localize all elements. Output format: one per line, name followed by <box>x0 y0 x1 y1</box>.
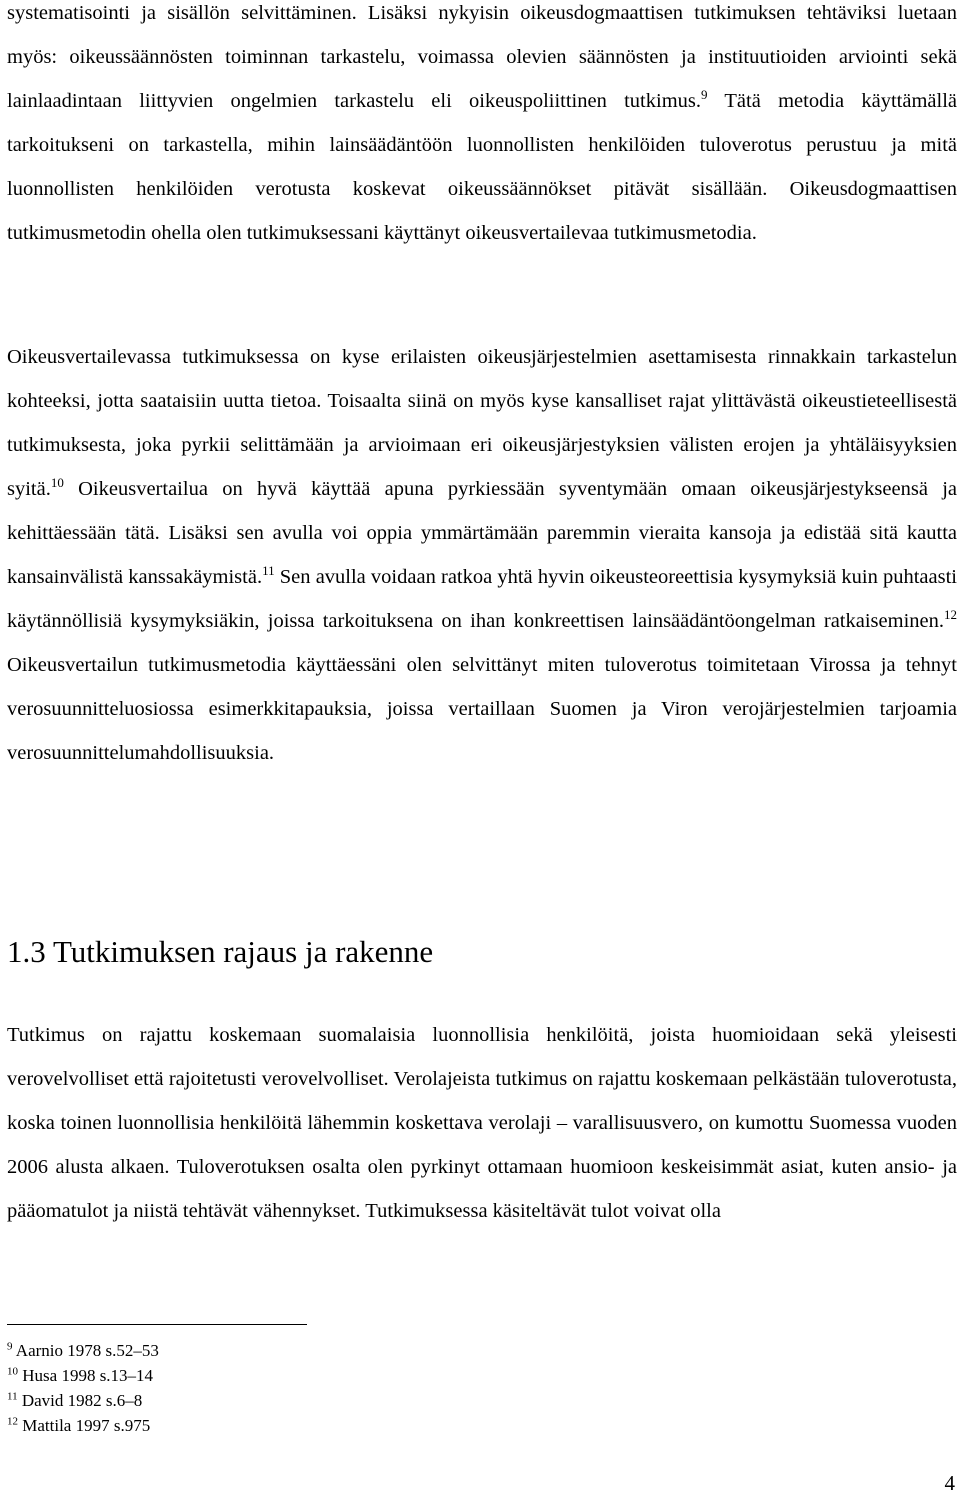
footnote-item <box>7 1388 159 1413</box>
paragraph-comparative <box>7 335 957 775</box>
footnote-number: 12 <box>7 1415 18 1428</box>
footnote-ref-12[interactable]: 12 <box>944 607 957 623</box>
paragraph-scope: Tutkimus on rajattu koskemaan suomalaisia luonnollisia henkilöitä, joista huomioidaan sekä yleisesti verovelvolliset että rajoitetusti verovelvolliset. Verolajeista tutkimus on rajattu koskemaan pelkästään tuloverotusta, koska toinen luonnollisia henkilöitä lähemmin koskettava verolaji – varallisuusvero, on kumottu Suomessa vuoden 2006 alusta alkaen. Tuloverotuksen osalta olen pyrkinyt ottamaan huomioon keskeisimmät asiat, kuten ansio- ja pääomatulot ja niistä tehtävät vähennykset. Tutkimuksessa käsiteltävät tulot voivat olla <box>7 1024 957 1222</box>
paragraph-text: Sen avulla voidaan ratkoa yhtä hyvin oikeusteoreettisia kysymyksiä kuin puhtaasti käytännöllisiä kysymyksiäkin, joissa tarkoituksena on ihan konkreettisen lainsäädäntöongelman ratkaiseminen. <box>7 566 957 632</box>
footnote-item <box>7 1413 159 1438</box>
page-number: 4 <box>944 1471 955 1495</box>
paragraph-text: Tätä metodia käyttämällä tarkoitukseni on tarkastella, mihin lainsäädäntöön luonnollisten henkilöiden tuloverotus perustuu ja mitä luonnollisten henkilöiden verotusta koskevat oikeussäännökset pitävät sisällään. Oikeusdogmaattisen tutkimusmetodin ohella olen tutkimuksessani käyttänyt oikeusvertailevaa tutkimusmetodia. <box>7 90 958 244</box>
paragraph-text: Oikeusvertailua on hyvä käyttää apuna pyrkiessään syventymään omaan oikeusjärjestykseensä ja kehittäessään tätä. Lisäksi sen avulla voi oppia ymmärtämään paremmin vieraita kansoja ja edistää sitä kautta kansainvälistä kanssakäymistä. <box>7 478 957 588</box>
footnote-list <box>7 1338 159 1438</box>
footnote-ref-10[interactable]: 10 <box>50 475 64 491</box>
footnote-item <box>7 1338 159 1363</box>
footnote-text: Aarnio 1978 s.52–53 <box>12 1341 159 1360</box>
paragraph-text: systematisointi ja sisällön selvittäminen. Lisäksi nykyisin oikeusdogmaattisen tutkimuksen tehtäviksi luetaan myös: oikeussäännösten toiminnan tarkastelu, voimassa olevien säännösten ja instituutioiden arviointi sekä lainlaadintaan liittyvien ongelmien tarkastelu eli oikeuspoliittinen tutkimus. <box>7 2 957 112</box>
paragraph-method <box>7 0 957 255</box>
footnote-ref-9[interactable]: 9 <box>701 87 708 103</box>
footnote-number: 10 <box>7 1365 18 1378</box>
paragraph-text: Oikeusvertailun tutkimusmetodia käyttäessäni olen selvittänyt miten tuloverotus toimitetaan Virossa ja tehnyt verosuunnitteluosiossa esimerkkitapauksia, joissa vertaillaan Suomen ja Viron verojärjestelmien tarjoamia verosuunnittelumahdollisuuksia. <box>7 654 957 764</box>
footnote-number: 11 <box>7 1390 18 1403</box>
section-heading: 1.3 Tutkimuksen rajaus ja rakenne <box>7 934 434 969</box>
footnote-text: Mattila 1997 s.975 <box>18 1416 151 1435</box>
footnote-text: Husa 1998 s.13–14 <box>18 1366 154 1385</box>
footnote-divider <box>7 1324 307 1325</box>
footnote-ref-11[interactable]: 11 <box>262 563 275 579</box>
paragraph-text: Oikeusvertailevassa tutkimuksessa on kyse erilaisten oikeusjärjestelmien asettamisesta rinnakkain tarkastelun kohteeksi, jotta saataisiin uutta tietoa. Toisaalta siinä on myös kyse kansalliset rajat ylittävästä oikeustieteellisestä tutkimuksesta, joka pyrkii selittämään ja arvioimaan eri oikeusjärjestyksien välisten erojen ja yhtäläisyyksien syitä. <box>7 346 957 500</box>
footnote-number: 9 <box>7 1340 13 1353</box>
footnote-item <box>7 1363 159 1388</box>
footnote-text: David 1982 s.6–8 <box>17 1391 143 1410</box>
